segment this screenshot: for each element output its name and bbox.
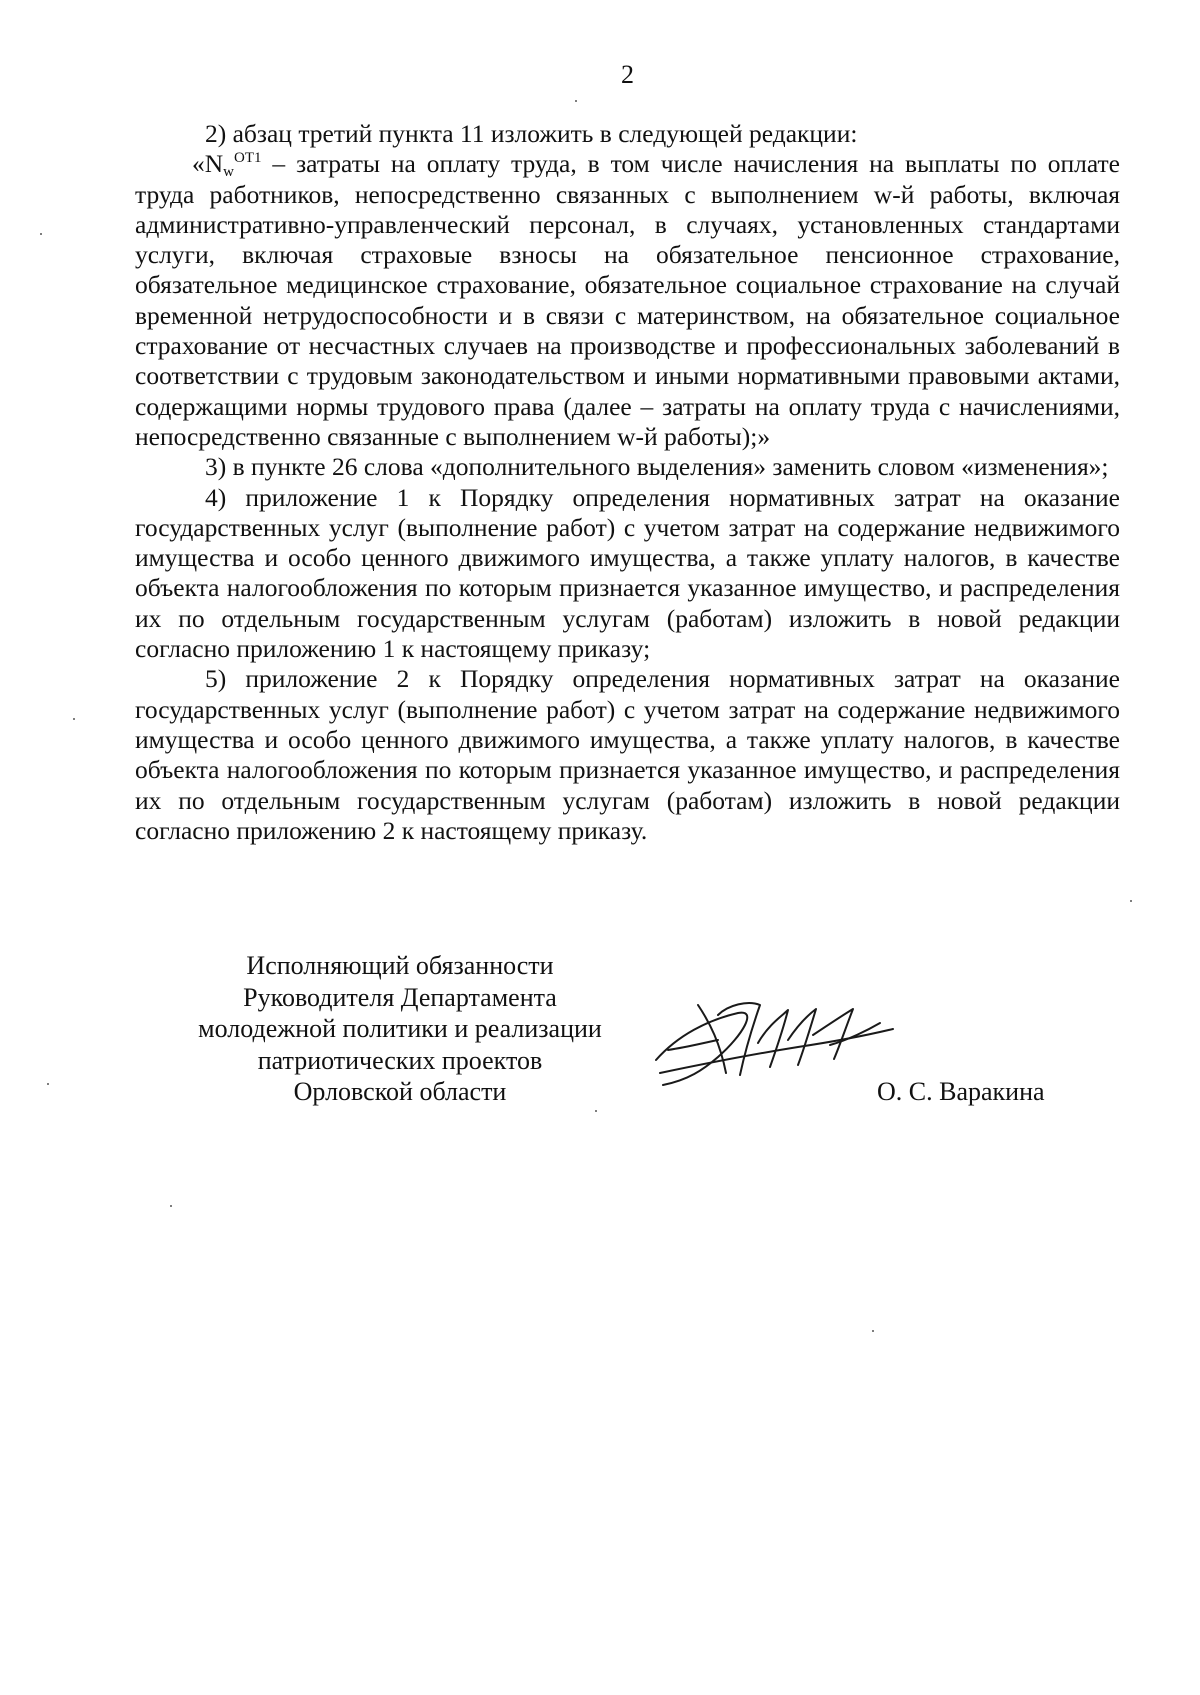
item-2-quote — [135, 149, 1120, 452]
scan-speck — [575, 100, 577, 102]
item-4: 4) приложение 1 к Порядку определения нормативных затрат на оказание государственных услуг (выполнение работ) с учетом затрат на содержание недвижимого имущества и особо ценного движимого имущества, а также уплату налогов, в качестве объекта налогообложения по которым признается указанное имущество, и распределения их по отдельным государственным услугам (работам) изложить в новой редакции согласно приложению 1 к настоящему приказу; — [135, 482, 1120, 664]
scan-speck — [73, 718, 75, 720]
signatory-line: молодежной политики и реализации — [198, 1014, 602, 1043]
signer-name: О. С. Варакина — [877, 1077, 1045, 1106]
formula-symbol: «$N_w^{ОТ1}$ — [192, 149, 262, 181]
scan-speck — [872, 1330, 874, 1332]
page-number: 2 — [621, 60, 634, 89]
signatory-line: Руководителя Департамента — [243, 982, 557, 1012]
signatory-line: патриотических проектов — [257, 1045, 543, 1075]
item-2-intro: 2) абзац третий пункта 11 изложить в следующей редакции: — [205, 119, 858, 148]
scan-speck — [595, 1110, 597, 1112]
item-5: 5) приложение 2 к Порядку определения нормативных затрат на оказание государственных услуг (выполнение работ) с учетом затрат на содержание недвижимого имущества и особо ценного движимого имущества, а также уплату налогов, в качестве объекта налогообложения по которым признается указанное имущество, и распределения их по отдельным государственным услугам (работам) изложить в новой редакции согласно приложению 2 к настоящему приказу. — [135, 664, 1120, 845]
item-2-quote-text: – затраты на оплату труда, в том числе начисления на выплаты по оплате труда работников, непосредственно связанных с выполнением w-й работы, включая административно-управленческий персонал, в случаях, установленных стандартами услуги, включая страховые взносы на обязательное пенсионное страхование, обязательное медицинское страхование, обязательное социальное страхование на случай временной нетрудоспособности и в связи с материнством, на обязательное социальное страхование от несчастных случаев на производстве и профессиональных заболеваний в соответствии с трудовым законодательством и иными нормативными правовыми актами, содержащими нормы трудового права (далее – затраты на оплату труда с начислениями, непосредственно связанные с выполнением w-й работы);» — [135, 149, 1120, 451]
signatory-title — [160, 950, 640, 1108]
scan-speck — [47, 1083, 49, 1085]
item-3: 3) в пункте 26 слова «дополнительного выделения» заменить словом «изменения»; — [205, 452, 1109, 482]
handwritten-signature — [648, 985, 898, 1095]
document-body — [135, 119, 1120, 846]
signatory-line: Орловской области — [293, 1077, 507, 1106]
scan-speck — [40, 233, 42, 235]
scan-speck — [1130, 900, 1132, 902]
scan-speck — [170, 1205, 172, 1207]
signatory-line: Исполняющий обязанности — [246, 951, 554, 980]
